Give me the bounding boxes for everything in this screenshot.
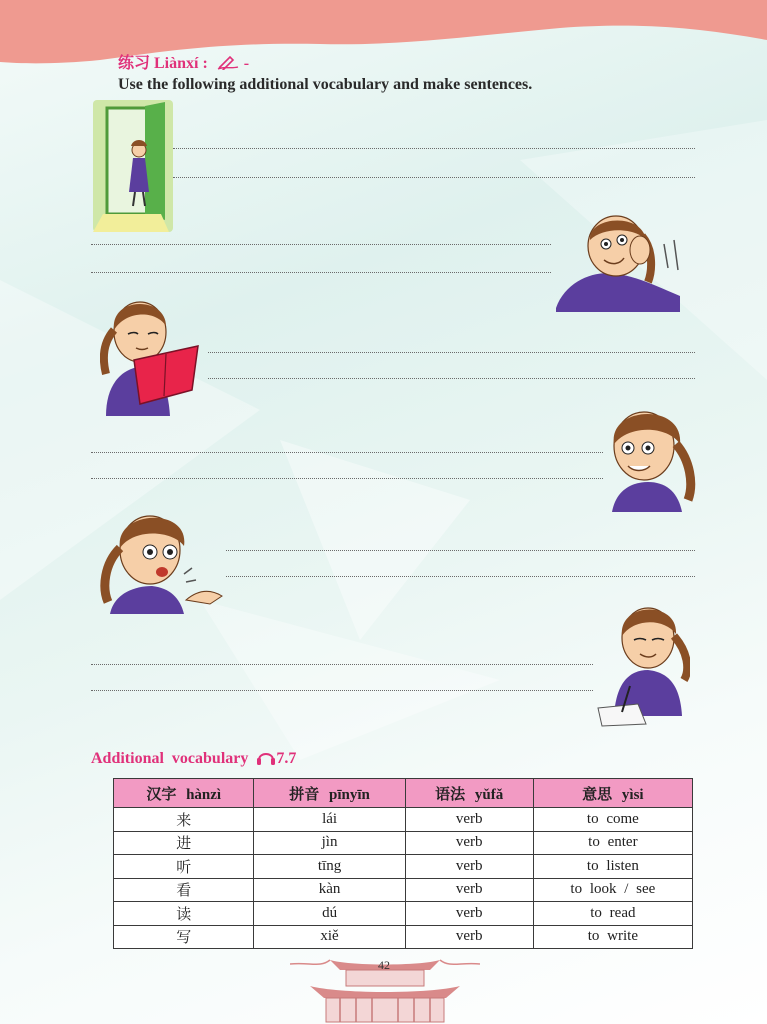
page-number: 42: [378, 958, 390, 972]
meaning-cell: to come: [533, 808, 692, 832]
hanzi-cell: 写: [114, 925, 254, 949]
vocabulary-heading: [91, 748, 296, 771]
meaning-cell: to listen: [533, 855, 692, 879]
vocabulary-title: Additional vocabulary: [91, 750, 249, 768]
table-row: [114, 902, 693, 926]
column-header-meaning: 意思 yìsi: [533, 779, 692, 808]
hanzi-cell: 看: [114, 878, 254, 902]
column-header-pinyin: 拼音 pīnyīn: [254, 779, 405, 808]
pagoda-footer-icon: [290, 940, 480, 1024]
grammar-cell: verb: [405, 925, 533, 949]
table-row: [114, 855, 693, 879]
grammar-cell: verb: [405, 808, 533, 832]
writing-line[interactable]: [91, 272, 551, 273]
writing-line[interactable]: [226, 550, 695, 551]
instruction-text: Use the following additional vocabulary and make sentences.: [118, 76, 533, 93]
writing-line[interactable]: [208, 378, 695, 379]
table-row: [114, 878, 693, 902]
table-row: [114, 831, 693, 855]
writing-line[interactable]: [91, 452, 603, 453]
vocabulary-table: [113, 778, 693, 949]
writing-line[interactable]: [226, 576, 695, 577]
table-row: [114, 808, 693, 832]
girl-looking-illustration: [604, 404, 696, 512]
column-header-hanzi: 汉字 hànzì: [114, 779, 254, 808]
grammar-cell: verb: [405, 855, 533, 879]
girl-entering-door-illustration: [93, 100, 173, 232]
grammar-cell: verb: [405, 831, 533, 855]
exercise-label: 练习 Liànxí :: [118, 55, 208, 72]
exercise-title: [118, 50, 249, 75]
pinyin-cell: tīng: [254, 855, 405, 879]
hanzi-cell: 读: [114, 902, 254, 926]
hanzi-cell: 听: [114, 855, 254, 879]
column-header-grammar: 语法 yǔfǎ: [405, 779, 533, 808]
headphones-icon[interactable]: [256, 748, 276, 771]
girl-talking-illustration: [100, 508, 226, 614]
meaning-cell: to write: [533, 925, 692, 949]
audio-track-number: 7.7: [276, 750, 297, 768]
writing-line[interactable]: [173, 177, 695, 178]
writing-line[interactable]: [208, 352, 695, 353]
hanzi-cell: 来: [114, 808, 254, 832]
writing-line[interactable]: [173, 148, 695, 149]
meaning-cell: to read: [533, 902, 692, 926]
girl-reading-illustration: [100, 296, 200, 420]
meaning-cell: to enter: [533, 831, 692, 855]
writing-line[interactable]: [91, 690, 593, 691]
writing-line[interactable]: [91, 244, 551, 245]
pinyin-cell: lái: [254, 808, 405, 832]
table-header-row: [114, 779, 693, 808]
pinyin-cell: dú: [254, 902, 405, 926]
grammar-cell: verb: [405, 878, 533, 902]
girl-listening-illustration: [556, 210, 686, 312]
exercise-dash: -: [243, 55, 250, 72]
pencil-writing-icon: [216, 54, 240, 75]
top-wave-band: [0, 0, 767, 75]
hanzi-cell: 进: [114, 831, 254, 855]
pinyin-cell: jìn: [254, 831, 405, 855]
writing-line[interactable]: [91, 664, 593, 665]
writing-line[interactable]: [91, 478, 603, 479]
girl-writing-illustration: [594, 600, 690, 728]
grammar-cell: verb: [405, 902, 533, 926]
pinyin-cell: xiě: [254, 925, 405, 949]
meaning-cell: to look / see: [533, 878, 692, 902]
pinyin-cell: kàn: [254, 878, 405, 902]
